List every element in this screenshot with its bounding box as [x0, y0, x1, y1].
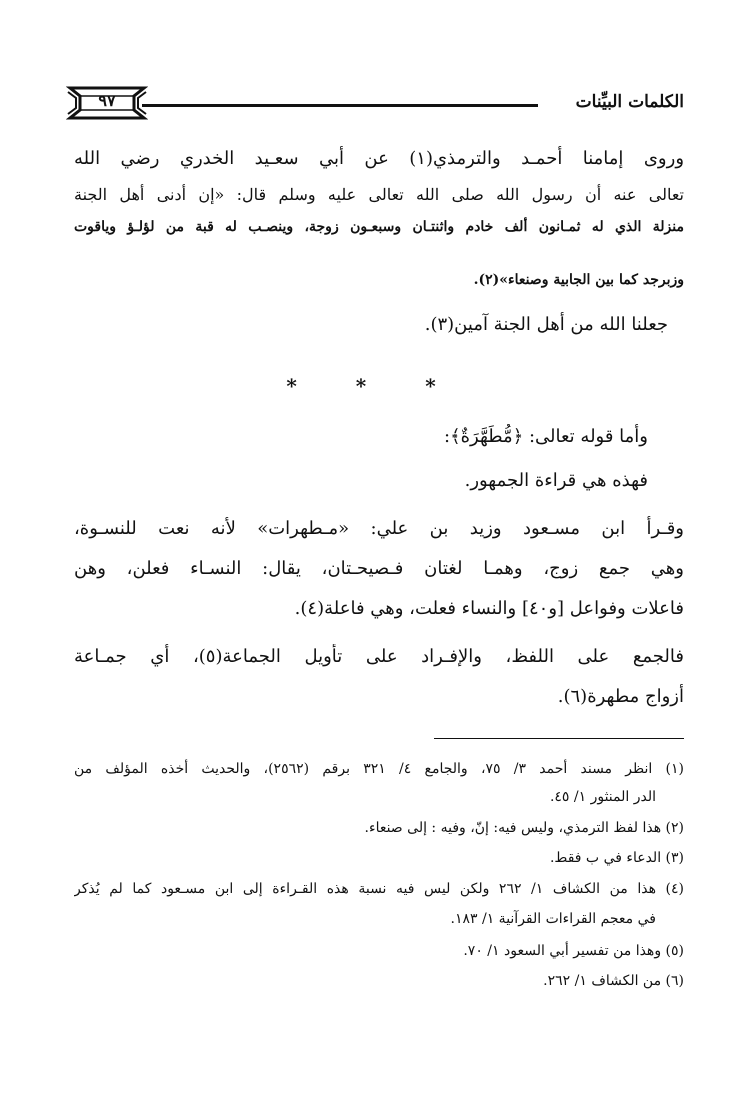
footnote: (٦) من الكشاف ١/ ٢٦٢. [543, 973, 684, 989]
body-line: أزواج مطهرة(٦). [557, 686, 684, 707]
body-line: فهذه هي قراءة الجمهور. [464, 470, 648, 491]
footnote: (٥) وهذا من تفسير أبي السعود ١/ ٧٠. [463, 943, 684, 959]
body-line: منزلة الذي له ثمـانون ألف خادم واثنتـان وسبعـون زوجة، وينصـب له قبة من لؤلـؤ وياقوت [74, 219, 684, 235]
running-title: الكلمات البيِّنات [575, 92, 684, 112]
footnote-rule [434, 738, 684, 739]
footnote: (١) انظر مسند أحمد ٣/ ٧٥، والجامع ٤/ ٣٢١ برقم (٢٥٦٢)، والحديث أخذه المؤلف من [74, 761, 684, 777]
body-line: وروى إمامنا أحمـد والترمذي(١) عن أبي سعـيد الخدري رضي الله [74, 148, 684, 169]
footnote-continuation: الدر المنثور ١/ ٤٥. [549, 789, 656, 805]
body-line: فالجمع على اللفظ، والإفـراد على تأويل الجماعة(٥)، أي جمـاعة [74, 646, 684, 667]
section-separator: * * * [286, 374, 462, 398]
page-header [66, 84, 684, 134]
footnote-continuation: في معجم القراءات القرآنية ١/ ١٨٣. [450, 911, 656, 927]
body-line: وزبرجد كما بين الجابية وصنعاء»(٢). [473, 272, 684, 288]
footnote: (٤) هذا من الكشاف ١/ ٢٦٢ ولكن ليس فيه نسبة هذه القـراءة إلى ابن مسـعود كما لم يُذكر [74, 881, 684, 897]
body-line: وهي جمع زوج، وهمـا لغتان فـصيحـتان، يقال: النسـاء فعلن، وهن [74, 558, 684, 579]
page-number-badge [66, 86, 148, 120]
body-line: فاعلات وفواعل [و٤٠] والنساء فعلت، وهي فاعلة(٤). [294, 598, 684, 619]
footnote: (٣) الدعاء في ب فقط. [549, 850, 684, 866]
header-rule [142, 104, 538, 107]
body-line: تعالى عنه أن رسول الله صلى الله تعالى عليه وسلم قال: «إن أدنى أهل الجنة [74, 185, 684, 204]
body-line: وقـرأ ابن مسـعود وزيد بن علي: «مـطهرات» لأنه نعت للنسـوة، [74, 518, 684, 539]
footnote: (٢) هذا لفظ الترمذي، وليس فيه: إنّ، وفيه : إلى صنعاء. [364, 820, 684, 836]
body-line: جعلنا الله من أهل الجنة آمين(٣). [424, 314, 668, 335]
page-number: ٩٧ [98, 91, 116, 110]
body-line: وأما قوله تعالى: ﴿مُّطَهَّرَةٌ﴾: [444, 426, 648, 447]
